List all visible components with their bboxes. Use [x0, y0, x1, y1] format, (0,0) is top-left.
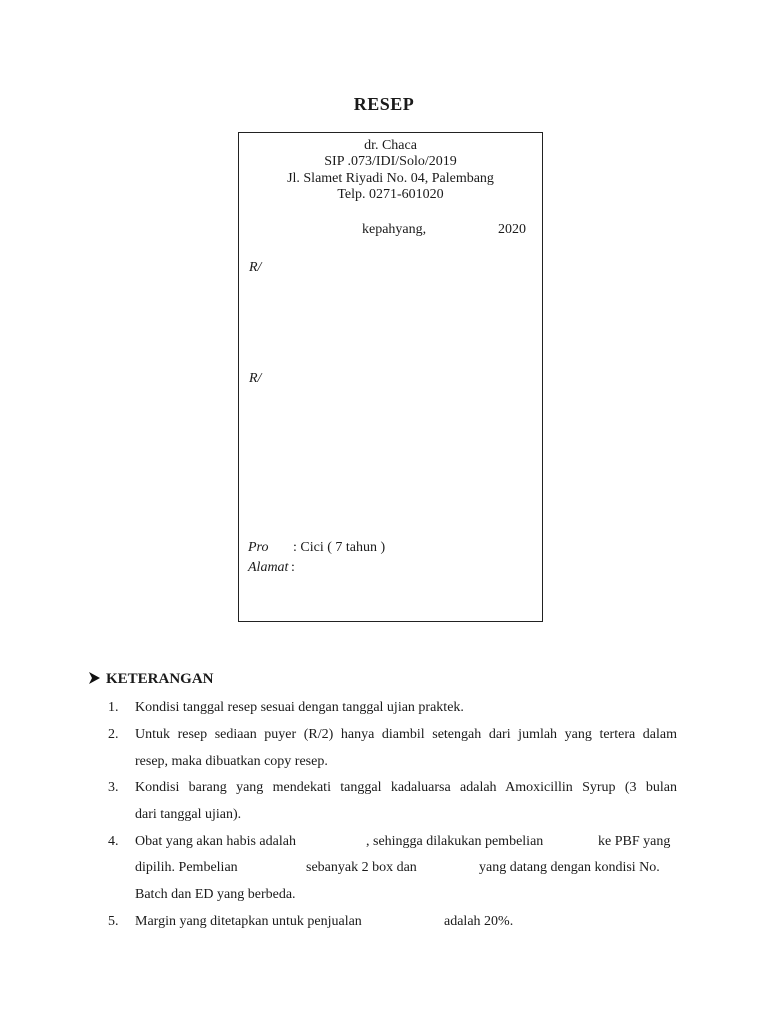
doctor-name: dr. Chaca	[364, 138, 417, 153]
list-item-number: 2.	[108, 727, 119, 742]
list-item-text: sebanyak 2 box dan	[306, 860, 417, 875]
prescription-box	[238, 132, 543, 622]
list-item-text: Obat yang akan habis adalah	[135, 834, 296, 849]
list-item-text: yang datang dengan kondisi No.	[479, 860, 660, 875]
address-label: Alamat	[248, 560, 289, 575]
patient-value: : Cici ( 7 tahun )	[293, 540, 386, 555]
sip-number: SIP .073/IDI/Solo/2019	[324, 154, 457, 169]
notes-heading	[88, 671, 214, 688]
list-item-text: resep, maka dibuatkan copy resep.	[135, 754, 328, 769]
patient-label: Pro	[248, 540, 269, 555]
arrow-bullet-icon	[88, 672, 100, 684]
list-item-text: , sehingga dilakukan pembelian	[366, 834, 544, 849]
date-year: 2020	[498, 222, 526, 237]
doctor-phone: Telp. 0271-601020	[337, 187, 444, 202]
list-item-number: 4.	[108, 834, 119, 849]
page-title: RESEP	[353, 94, 415, 114]
list-item-text: adalah 20%.	[444, 914, 514, 929]
recipe-symbol-2: R/	[249, 371, 262, 386]
list-item-number: 1.	[108, 700, 119, 715]
list-item-number: 5.	[108, 914, 119, 929]
address-colon: :	[291, 560, 295, 575]
list-item-text: Batch dan ED yang berbeda.	[135, 887, 296, 902]
recipe-symbol-1: R/	[249, 260, 262, 275]
list-item-text: ke PBF yang	[598, 834, 671, 849]
list-item-text: Untuk resep sediaan puyer (R/2) hanya diambil setengah dari jumlah yang tertera dalam	[135, 727, 677, 742]
list-item-text: dipilih. Pembelian	[135, 860, 238, 875]
notes-heading-text: KETERANGAN	[106, 671, 214, 687]
list-item-text: dari tanggal ujian).	[135, 807, 242, 822]
list-item-number: 3.	[108, 780, 119, 795]
list-item-text: Kondisi barang yang mendekati tanggal kadaluarsa adalah Amoxicillin Syrup (3 bulan	[135, 780, 677, 795]
list-item-text: Margin yang ditetapkan untuk penjualan	[135, 914, 362, 929]
doctor-address: Jl. Slamet Riyadi No. 04, Palembang	[287, 171, 494, 186]
date-place: kepahyang,	[362, 222, 427, 237]
list-item-text: Kondisi tanggal resep sesuai dengan tanggal ujian praktek.	[135, 700, 464, 715]
